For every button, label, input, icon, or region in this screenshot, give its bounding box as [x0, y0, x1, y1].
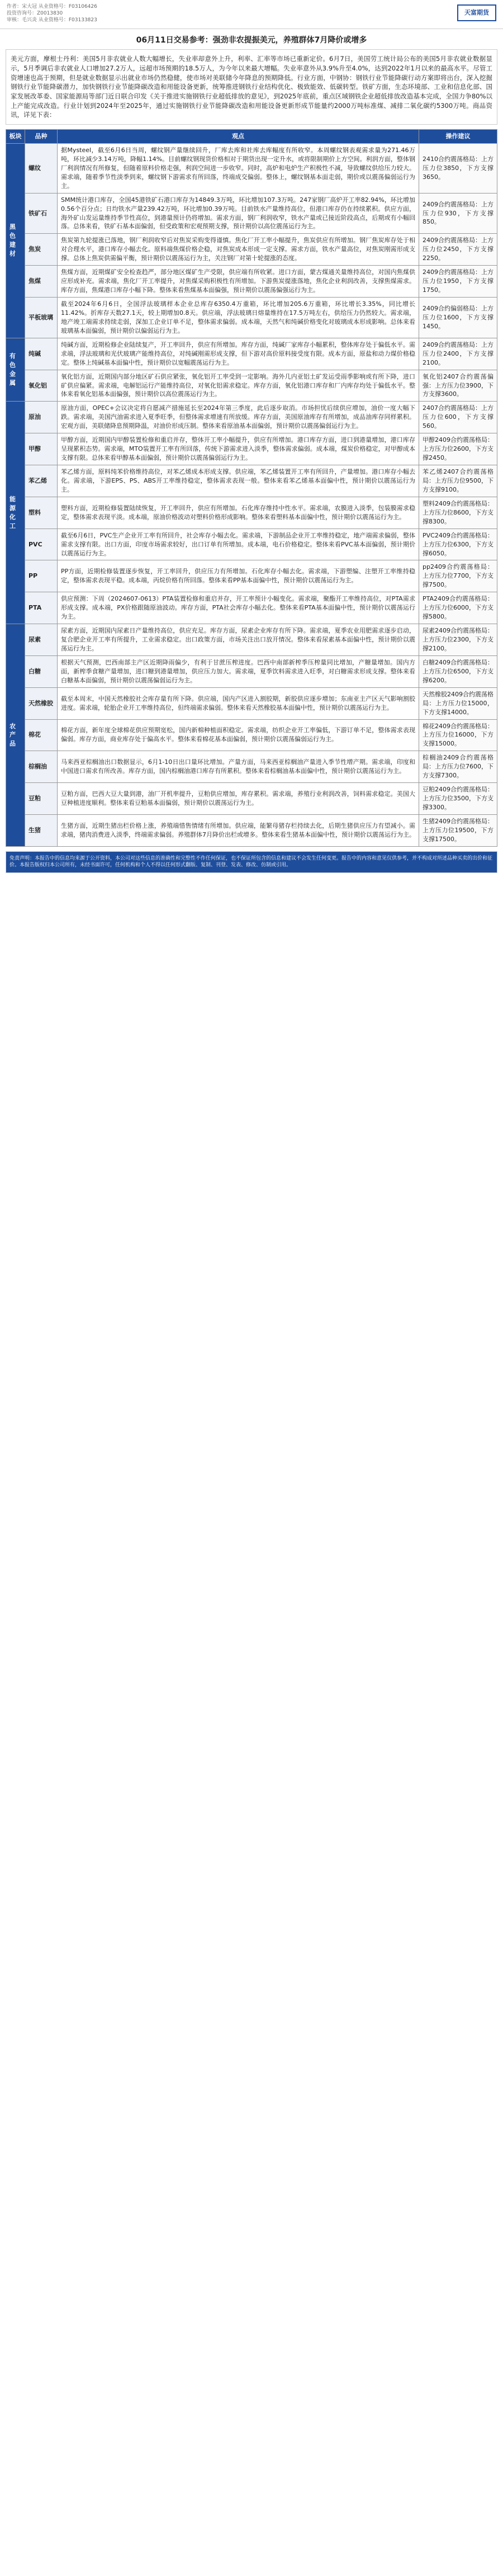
reco-cell: 2409合约震荡格局：上方压力位2450，下方支撑2250。 — [419, 234, 497, 266]
table-body — [6, 143, 497, 846]
reviewer-line: 审核：毛兴炎 从业资格号：F03133823 — [7, 17, 97, 23]
sector-cell: 黑色建材 — [6, 143, 25, 338]
reco-cell: PVC2409合约震荡格局：上方压力位6300，下方支撑6050。 — [419, 529, 497, 560]
view-cell: 截至2024年6月6日，全国浮法玻璃样本企业总库存6350.4万重箱，环比增加205.6万重箱，环比增长3.35%，同比增长11.42%。折库存天数27.1天，较上期增加0.8天。供应端，浮法玻璃日熔量维持在17.5万吨左右，供给压力仍然较大。需求端，地产竣工端需求持续走弱，深加工企业订单不足，整体需求偏弱。成本端，天然气和纯碱价格变化对玻璃成本形成影响。总体来看玻璃基本面偏弱，预计期价以偏弱运行为主。 — [58, 298, 419, 338]
reco-cell: 塑料2409合约震荡格局：上方压力位8600，下方支撑8300。 — [419, 497, 497, 529]
author-info — [7, 3, 97, 23]
variety-cell: 螺纹 — [25, 143, 58, 193]
variety-cell: 焦炭 — [25, 234, 58, 266]
table-row — [6, 751, 497, 783]
col-header-variety: 品种 — [25, 130, 58, 144]
view-cell: 尿素方面，近期国内尿素日产量维持高位，供应充足。库存方面，尿素企业库存有所下降。需求端，夏季农业用肥需求逐步启动，复合肥企业开工率有所提升，工业需求稳定。出口政策方面，市场关注出口放开情况。整体来看尿素基本面偏中性，预计期价以震荡运行为主。 — [58, 624, 419, 656]
table-row — [6, 655, 497, 687]
variety-cell: 豆粕 — [25, 783, 58, 815]
author-line: 作者：宋大冠 从业资格号：F03106426 — [7, 4, 97, 10]
view-cell: 棉花方面，新年度全球棉花供应预期宽松，国内新棉种植面积稳定。需求端，纺织企业开工率偏低，下游订单不足，整体需求表现偏弱。库存方面，商业库存处于偏高水平。整体来看棉花基本面偏弱，预计期价以震荡偏弱运行为主。 — [58, 719, 419, 751]
table-row — [6, 529, 497, 560]
col-header-reco: 操作建议 — [419, 130, 497, 144]
table-row — [6, 592, 497, 624]
variety-cell: 白糖 — [25, 655, 58, 687]
table-row — [6, 338, 497, 370]
variety-cell: 棕榈油 — [25, 751, 58, 783]
table-row — [6, 783, 497, 815]
table-row — [6, 402, 497, 433]
table-row — [6, 370, 497, 402]
view-cell: 焦煤方面，近期煤矿安全检查趋严，部分地区煤矿生产受限，供应端有所收紧。进口方面，蒙古煤通关量维持高位，对国内焦煤供应形成补充。需求端，焦化厂开工率提升，对焦煤采购积极性有所增加。下游焦炭提涨落地，焦化企业利润改善，支撑焦煤需求。库存方面，焦煤港口库存小幅下降。整体来看焦煤基本面偏强，预计期价以震荡偏强运行为主。 — [58, 266, 419, 298]
view-cell: 根据天气预测，巴西南部主产区近期降雨偏少，有利于甘蔗压榨进度。巴西中南部新榨季压榨量同比增加，产糖量增加。国内方面，新榨季食糖产量增加，进口糖到港量增加，供应压力加大。需求端，夏季饮料需求进入旺季，对白糖需求形成支撑。整体来看白糖基本面偏弱，预计期价以震荡偏弱运行为主。 — [58, 655, 419, 687]
reco-cell: 2410合约震荡格局：上方压力位3850，下方支撑3650。 — [419, 143, 497, 193]
variety-cell: 苯乙烯 — [25, 465, 58, 497]
table-row — [6, 687, 497, 719]
disclaimer: 免责声明：本报告中的信息均来源于公开资料，本公司对这些信息的准确性和完整性不作任何保证，也不保证所包含的信息和建议不会发生任何变更。报告中的内容和意见仅供参考，并不构成对所述品种买卖的出价和征价。本报告版权归本公司所有，未经书面许可，任何机构和个人不得以任何形式翻版、复制、刊登、发表、修改、仿制或引用。 — [6, 851, 497, 873]
table-row — [6, 266, 497, 298]
col-header-view: 观点 — [58, 130, 419, 144]
view-cell: 豆粕方面，巴西大豆大量到港，油厂开机率提升，豆粕供应增加，库存累积。需求端，养殖行业利润改善，饲料需求稳定。美国大豆种植进度顺利。整体来看豆粕基本面偏弱，预计期价以震荡运行为主。 — [58, 783, 419, 815]
sector-cell: 能源化工 — [6, 402, 25, 624]
variety-cell: 甲醇 — [25, 433, 58, 465]
reco-cell: 2409合约偏弱格局：上方压力位1600，下方支撑1450。 — [419, 298, 497, 338]
reco-cell: pp2409合约震荡格局：上方压力位7700，下方支撑7500。 — [419, 560, 497, 592]
view-cell: PP方面，近期检修装置逐步恢复，开工率回升，供应压力有所增加。石化库存小幅去化。需求端，下游塑编、注塑开工率维持稳定，整体需求表现平稳。成本端，丙烷价格有所回落。整体来看PP基本面偏中性，预计期价以震荡运行为主。 — [58, 560, 419, 592]
table-row — [6, 497, 497, 529]
company-logo: 天富期货 — [457, 4, 496, 21]
variety-cell: PVC — [25, 529, 58, 560]
variety-cell: 焦煤 — [25, 266, 58, 298]
table-row — [6, 193, 497, 234]
reco-cell: 苯乙烯2407合约震荡格局：上方压力位9500，下方支撑9100。 — [419, 465, 497, 497]
table-row — [6, 465, 497, 497]
sector-cell: 农产品 — [6, 624, 25, 847]
reco-cell: 2407合约震荡格局：上方压力位600，下方支撑560。 — [419, 402, 497, 433]
reco-cell: 白糖2409合约震荡格局：上方压力位6500，下方支撑6200。 — [419, 655, 497, 687]
reco-cell: 生猪2409合约震荡格局：上方压力位19500，下方支撑17500。 — [419, 814, 497, 846]
col-header-sector: 板块 — [6, 130, 25, 144]
view-cell: 纯碱方面，近期检修企业陆续复产，开工率回升，供应有所增加。库存方面，纯碱厂家库存小幅累积，整体库存处于偏低水平。需求端，浮法玻璃和光伏玻璃产能维持高位，对纯碱刚需形成支撑，但下游对高价原料接受度有限。成本方面，原盐和动力煤价格稳定。整体上纯碱基本面偏中性，预计期价以宽幅震荡运行为主。 — [58, 338, 419, 370]
header — [0, 0, 503, 29]
reco-cell: 氧化铝2407合约震荡偏强：上方压力位3900，下方支撑3600。 — [419, 370, 497, 402]
view-cell: SMM统计港口库存，全国45港铁矿石港口库存为14849.3万吨，环比增加107.3万吨。247家钢厂高炉开工率82.94%，环比增加0.56个百分点；日均铁水产量239.42万吨，环比增加0.39万吨。目前铁水产量维持高位，但港口库存仍在持续累积。供应方面，海外矿山发运量维持季节性高位，到港量预计仍将增加。需求方面，钢厂利润收窄，铁水产量或已接近阶段高点，后期或有小幅回落。总体来看，铁矿石基本面偏弱，但受政策和宏观预期支撑，预计期价以高位震荡运行为主。 — [58, 193, 419, 234]
table-row — [6, 298, 497, 338]
reco-cell: 2409合约震荡格局：上方压力位930，下方支撑850。 — [419, 193, 497, 234]
table-row — [6, 814, 497, 846]
variety-cell: PP — [25, 560, 58, 592]
variety-cell: 生猪 — [25, 814, 58, 846]
view-cell: 焦炭第九轮提涨已落地，钢厂利润收窄后对焦炭采购变得谨慎。焦化厂开工率小幅提升，焦炭供应有所增加。钢厂焦炭库存处于相对合理水平，港口库存小幅去化。原料端焦煤价格企稳，对焦炭成本形成一定支撑。需求方面，铁水产量高位，对焦炭刚需形成支撑。总体上焦炭供需偏平衡，预计期价以震荡运行为主，关注钢厂对第十轮提涨的态度。 — [58, 234, 419, 266]
view-cell: 供应预测：下周（2024607-0613）PTA装置检修和重启并存，开工率预计小幅变化。需求端，聚酯开工率维持高位，对PTA需求形成支撑。成本端，PX价格跟随原油波动。库存方面，PTA社会库存小幅去化。整体来看PTA基本面偏中性，预计期价以震荡运行为主。 — [58, 592, 419, 624]
variety-cell: 平板玻璃 — [25, 298, 58, 338]
reco-cell: 豆粕2409合约震荡格局：上方压力位3500，下方支撑3300。 — [419, 783, 497, 815]
commodity-table — [6, 129, 497, 847]
view-cell: 塑料方面，近期检修装置陆续恢复，开工率回升，供应有所增加。石化库存维持中性水平。需求端，农膜进入淡季，包装膜需求稳定，整体需求表现平淡。成本端，原油价格波动对塑料价格形成影响。整体来看塑料基本面偏中性，预计期价以震荡运行为主。 — [58, 497, 419, 529]
variety-cell: 塑料 — [25, 497, 58, 529]
reco-cell: 2409合约震荡格局：上方压力位2400，下方支撑2100。 — [419, 338, 497, 370]
view-cell: 生猪方面，近期生猪出栏价格上涨，养殖端惜售情绪有所增加。供应端，能繁母猪存栏持续去化，后期生猪供应压力有望减小。需求端，猪肉消费进入淡季，终端需求偏弱。养殖群体7月降价出栏或增多。整体来看生猪基本面偏中性，预计期价以震荡运行为主。 — [58, 814, 419, 846]
variety-cell: 纯碱 — [25, 338, 58, 370]
reco-cell: 棉花2409合约震荡格局：上方压力位16000，下方支撑15000。 — [419, 719, 497, 751]
view-cell: 氧化铝方面，近期国内部分地区矿石供应紧张，氧化铝开工率受到一定影响。海外几内亚铝土矿发运受雨季影响或有所下降，进口矿供应偏紧。需求端，电解铝运行产能维持高位，对氧化铝需求稳定。库存方面，氧化铝港口库存和厂内库存均处于偏低水平。整体来看氧化铝基本面偏强，预计期价以高位震荡运行为主。 — [58, 370, 419, 402]
reco-cell: 尿素2409合约震荡格局：上方压力位2300，下方支撑2100。 — [419, 624, 497, 656]
view-cell: 原油方面，OPEC+会议决定将自愿减产措施延长至2024年第三季度，此后逐步取消。市场担忧后续供应增加，油价一度大幅下跌。需求端，美国汽油需求进入夏季旺季，但整体需求增速有所放缓。库存方面，美国原油库存有所增加，成品油库存同样累积。宏观方面，美联储降息预期降温，对油价形成压制。整体来看原油基本面偏弱，预计期价以震荡偏弱运行为主。 — [58, 402, 419, 433]
table-row — [6, 143, 497, 193]
intro-paragraph: 美元方面，摩根士丹利：美国5月非农就业人数大幅增长，失业率却意外上升，利率、汇率等市场已重新定价。6月7日，美国劳工统计局公布的美国5月非农就业数据显示，5月季调后非农就业人口增加27.2万人，远超市场预期的18.5万人，为今年以来最大增幅。失业率意外从3.9%升至4.0%，达到2022年1月以来的最高水平。尽管工资增速也高于预期，但是就业数据显示出就业市场仍然稳健，使市场对美联储今年降息的预期降低。行业方面，中钢协：钢铁行业节能降碳行动方案即将出台，深入挖掘钢铁行业节能降碳潜力，加快钢铁行业节能降碳改造和用能设备更新，统筹推进钢铁行业结构优化、极致能效、低碳转型。铁矿方面，生态环境部、工业和信息化部、国家发展改革委、国家能源局等部门近日联合印发《关于推进实施钢铁行业超低排放的意见》，到2025年底前，重点区域钢铁企业超低排放改造基本完成，全国力争80%以上产能完成改造。行业计划到2024年至2025年，通过实施钢铁行业节能降碳改造和用能设备更新形成节能量约2000万吨标准煤、减排二氧化碳约5300万吨。商品资讯，详见下表： — [6, 49, 497, 125]
sector-cell: 有色金属 — [6, 338, 25, 402]
variety-cell: 棉花 — [25, 719, 58, 751]
table-row — [6, 719, 497, 751]
variety-cell: 天然橡胶 — [25, 687, 58, 719]
table-row — [6, 624, 497, 656]
reco-cell: 甲醇2409合约震荡格局：上方压力位2600，下方支撑2450。 — [419, 433, 497, 465]
consult-line: 投资咨询号：Z0013830 — [7, 11, 63, 17]
view-cell: 马来西亚棕榈油出口数据显示，6月1-10日出口量环比增加。产量方面，马来西亚棕榈油产量进入季节性增产期。需求端，印度和中国进口需求有所改善。库存方面，国内棕榈油港口库存有所累积。整体来看棕榈油基本面偏中性，预计期价以震荡运行为主。 — [58, 751, 419, 783]
variety-cell: PTA — [25, 592, 58, 624]
table-row — [6, 433, 497, 465]
view-cell: 据Mysteel，截至6月6日当周，螺纹钢产量继续回升，厂库去库和社库去库幅度有所收窄。本周螺纹钢表观需求量为271.46万吨，环比减少3.14万吨，降幅1.14%。目前螺纹钢现货价格相对于期货出现一定升水，或将限制期价上方空间。利润方面，整体钢厂利润情况有所修复，但随着原料价格走强，利润空间进一步收窄。同时，高炉和电炉生产积极性不减，导致螺纹供给压力较大。需求端，随着季节性淡季到来，螺纹钢下游需求有所回落，终端成交偏弱。整体上，螺纹钢基本面走弱，期价或以震荡偏弱运行为主。 — [58, 143, 419, 193]
view-cell: 苯乙烯方面，原料纯苯价格维持高位，对苯乙烯成本形成支撑。供应端，苯乙烯装置开工率有所回升，产量增加。港口库存小幅去化。需求端，下游EPS、PS、ABS开工率维持稳定，整体需求表现一般。整体来看苯乙烯基本面偏中性，预计期价以震荡运行为主。 — [58, 465, 419, 497]
view-cell: 截至6月6日，PVC生产企业开工率有所回升，社会库存小幅去化。需求端，下游制品企业开工率维持稳定，地产端需求偏弱，整体需求支撑有限。出口方面，印度市场需求较好，出口订单有所增加。成本端，电石价格稳定。整体来看PVC基本面偏弱，预计期价以震荡运行为主。 — [58, 529, 419, 560]
report-title: 06月11日交易参考：强劲非农提振美元，养殖群体7月降价或增多 — [136, 36, 367, 45]
reco-cell: 天然橡胶2409合约震荡格局：上方压力位15000，下方支撑14000。 — [419, 687, 497, 719]
table-header-row — [6, 130, 497, 144]
reco-cell: 2409合约震荡格局：上方压力位1950，下方支撑1750。 — [419, 266, 497, 298]
table-row — [6, 560, 497, 592]
view-cell: 甲醇方面，近期国内甲醇装置检修和重启并存，整体开工率小幅提升，供应有所增加。港口库存方面，进口到港量增加，港口库存呈现累积态势。需求端，MTO装置开工率有所回落，传统下游需求进入淡季，整体需求偏弱。成本端，煤炭价格稳定，对甲醇成本支撑有限。总体来看甲醇基本面偏弱，预计期价以震荡偏弱运行为主。 — [58, 433, 419, 465]
reco-cell: 棕榈油2409合约震荡格局：上方压力位7600，下方支撑7300。 — [419, 751, 497, 783]
variety-cell: 氧化铝 — [25, 370, 58, 402]
table-row — [6, 234, 497, 266]
variety-cell: 原油 — [25, 402, 58, 433]
variety-cell: 尿素 — [25, 624, 58, 656]
variety-cell: 铁矿石 — [25, 193, 58, 234]
view-cell: 截至本周末，中国天然橡胶社会库存量有所下降。供应端，国内产区进入割胶期，新胶供应逐步增加；东南亚主产区天气影响割胶进度。需求端，轮胎企业开工率维持高位，但终端需求偏弱。整体来看天然橡胶基本面偏中性，预计期价以震荡运行为主。 — [58, 687, 419, 719]
reco-cell: PTA2409合约震荡格局：上方压力位6000，下方支撑5800。 — [419, 592, 497, 624]
